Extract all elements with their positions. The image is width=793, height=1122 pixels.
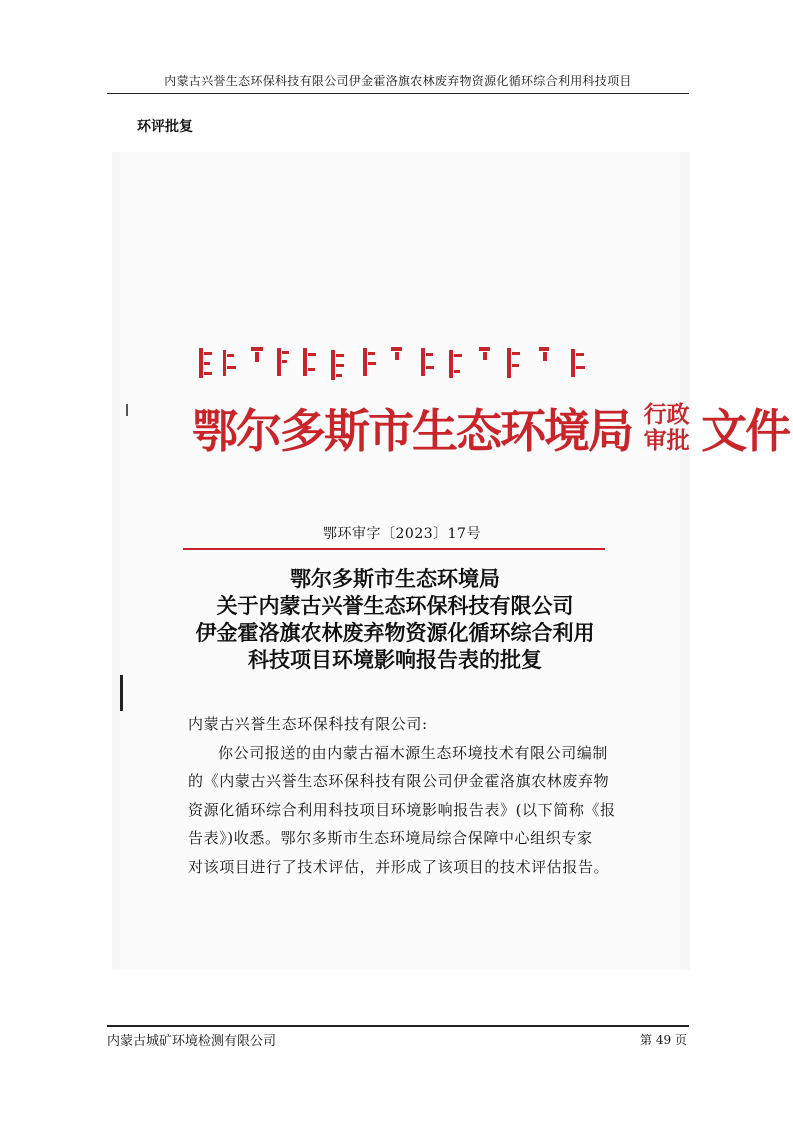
mongolian-glyph	[449, 350, 462, 378]
document-number: 鄂环审字〔2023〕17号	[323, 526, 481, 542]
title-line: 科技项目环境影响报告表的批复	[248, 648, 542, 672]
doc-type-bottom: 审批	[643, 427, 690, 454]
issuing-agency-banner	[192, 395, 789, 461]
title-line: 关于内蒙古兴誉生态环保科技有限公司	[216, 594, 574, 618]
title-line: 伊金霍洛旗农林废弃物资源化循环综合利用	[195, 621, 595, 645]
mongolian-glyph	[303, 348, 316, 376]
mongolian-glyph	[251, 347, 263, 362]
mongolian-glyph	[507, 348, 520, 378]
body-line: 告表》)收悉。鄂尔多斯市生态环境局综合保障中心组织专家	[188, 829, 593, 847]
page-number: 第 49 页	[640, 1033, 687, 1047]
document-body	[188, 710, 618, 881]
title-line: 鄂尔多斯市生态环境局	[290, 567, 500, 591]
doc-type	[644, 402, 690, 454]
addressee: 内蒙古兴誉生态环保科技有限公司:	[188, 715, 428, 733]
mongolian-glyph	[391, 347, 402, 360]
doc-type-top: 行政	[643, 401, 690, 428]
doc-word: 文件	[701, 404, 790, 458]
mongolian-glyph	[277, 348, 289, 376]
mongolian-glyph	[571, 349, 585, 377]
mongolian-glyph	[331, 350, 344, 380]
footer-company: 内蒙古城矿环境检测有限公司	[107, 1034, 277, 1049]
agency-name: 鄂尔多斯市生态环境局	[192, 404, 632, 458]
body-line: 对该项目进行了技术评估，并形成了该项目的技术评估报告。	[188, 857, 610, 876]
footer-divider	[107, 1025, 689, 1027]
section-title: 环评批复	[137, 119, 193, 135]
mongolian-glyph	[539, 347, 549, 361]
body-line: 的《内蒙古兴誉生态环保科技有限公司伊金霍洛旗农林废弃物	[188, 772, 610, 790]
body-line: 你公司报送的由内蒙古福木源生态环境技术有限公司编制	[218, 743, 609, 762]
red-divider	[183, 548, 605, 550]
header-divider	[107, 93, 689, 94]
mongolian-glyph	[421, 348, 434, 376]
page-header: 内蒙古兴誉生态环保科技有限公司伊金霍洛旗农林废弃物资源化循环综合利用科技项目	[164, 74, 632, 88]
mongolian-glyph	[223, 350, 236, 376]
body-line: 资源化循环综合利用科技项目环境影响报告表》(以下简称《报	[188, 800, 616, 819]
mongolian-script-header	[195, 344, 605, 384]
mongolian-glyph	[363, 348, 376, 376]
document-title	[180, 566, 610, 674]
scan-mark	[120, 675, 123, 711]
scan-mark	[126, 404, 128, 416]
mongolian-glyph	[479, 347, 490, 360]
mongolian-glyph	[199, 348, 212, 378]
